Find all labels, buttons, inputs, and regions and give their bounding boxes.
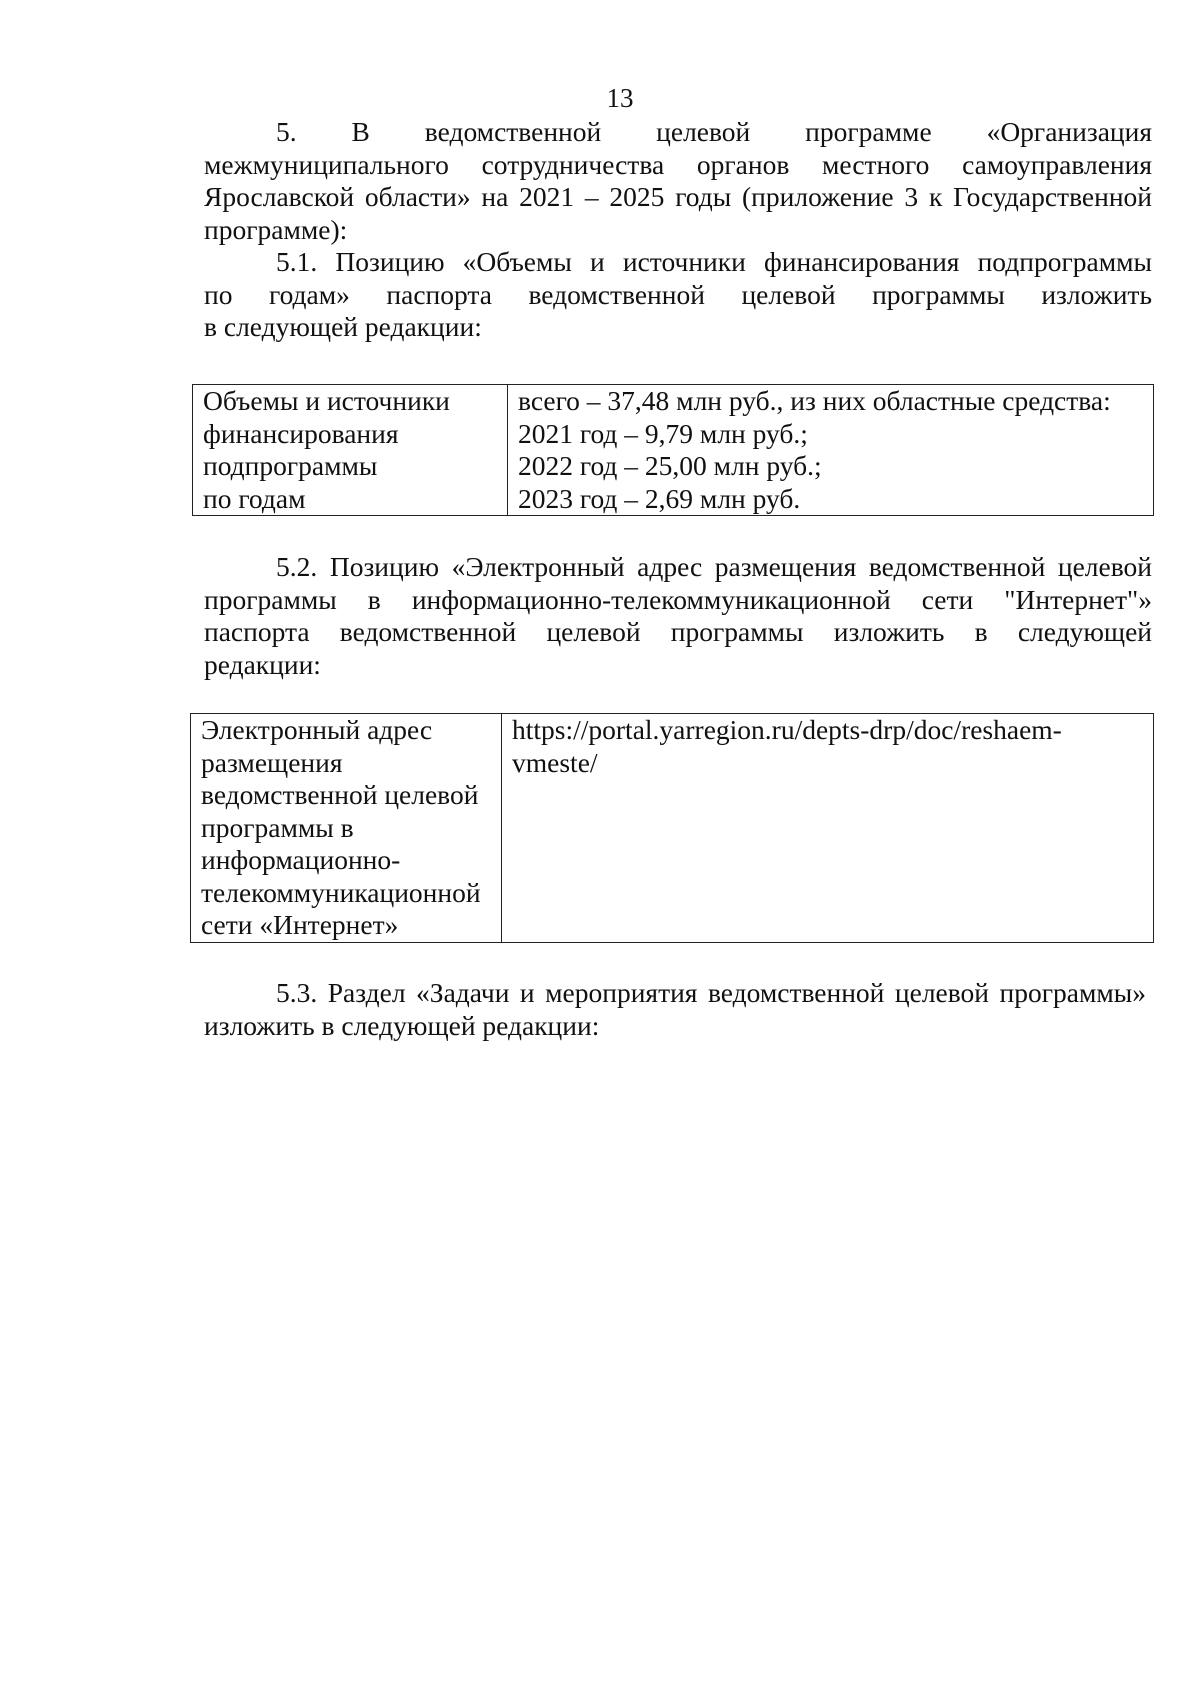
funding-value-line: всего – 37,48 млн руб., из них областные средства: [518, 385, 1111, 416]
web-address-label-line: программы в [201, 811, 354, 843]
funding-label-line: Объемы и источники [203, 385, 450, 416]
funding-label-line: подпрограммы [203, 450, 378, 481]
paragraph-5-2 [204, 551, 1152, 681]
web-address-label-line: телекоммуникационной [201, 876, 481, 908]
funding-label-line: по годам [203, 482, 306, 514]
paragraph-5 [204, 116, 1152, 246]
paragraph-5-line-1: 5. В ведомственной целевой программе «Организация [276, 116, 1152, 147]
web-address-label-line: сети «Интернет» [201, 909, 399, 940]
web-address-value-cell [502, 714, 1154, 943]
web-address-label-line: информационно- [201, 844, 401, 875]
web-address-table-row [191, 714, 1154, 943]
funding-table-label-cell [193, 385, 508, 516]
funding-table-value-cell [508, 385, 1154, 516]
paragraph-5-1-line-2: по годам» паспорта ведомственной целевой программы изложить [204, 278, 1152, 310]
paragraph-5-1-line-1: 5.1. Позицию «Объемы и источники финансирования подпрограммы [276, 246, 1152, 277]
page-number: 13 [606, 83, 634, 113]
paragraph-5-2-line-1: 5.2. Позицию «Электронный адрес размещения ведомственной целевой [276, 551, 1152, 582]
web-address-table [190, 713, 1154, 943]
paragraph-5-1-line-3: в следующей редакции: [204, 311, 482, 342]
paragraph-5-2-line-2: программы в информационно-телекоммуникационной сети "Интернет"» [204, 583, 1152, 615]
paragraph-5-line-2: межмуниципального сотрудничества органов местного самоуправления [204, 148, 1152, 180]
paragraph-5-3-line-2: изложить в следующей редакции: [204, 1009, 600, 1041]
funding-table-row [193, 385, 1154, 516]
funding-value-line: 2022 год – 25,00 млн руб.; [518, 450, 822, 481]
funding-value-line: 2021 год – 9,79 млн руб.; [518, 417, 808, 449]
web-address-url-line: vmeste/ [512, 746, 598, 778]
paragraph-5-3-line-1: 5.3. Раздел «Задачи и мероприятия ведомственной целевой программы» [276, 977, 1146, 1008]
funding-value-line: 2023 год – 2,69 млн руб. [518, 482, 801, 514]
web-address-label-line: Электронный адрес [201, 714, 433, 745]
paragraph-5-line-4: программе): [204, 213, 348, 245]
paragraph-5-2-line-4: редакции: [204, 648, 321, 680]
web-address-label-line: размещения [201, 746, 343, 778]
web-address-label-cell [191, 714, 502, 943]
funding-table [192, 384, 1154, 516]
web-address-label-line: ведомственной целевой [201, 779, 479, 810]
paragraph-5-3 [204, 977, 1146, 1042]
paragraph-5-2-line-3: паспорта ведомственной целевой программы изложить в следующей [204, 616, 1152, 647]
web-address-url-line: https://portal.yarregion.ru/depts-drp/doc/reshaem- [512, 714, 1062, 745]
funding-label-line: финансирования [203, 417, 399, 449]
paragraph-5-line-3: Ярославской области» на 2021 – 2025 годы (приложение 3 к Государственной [204, 181, 1152, 212]
paragraph-5-1 [204, 246, 1152, 344]
